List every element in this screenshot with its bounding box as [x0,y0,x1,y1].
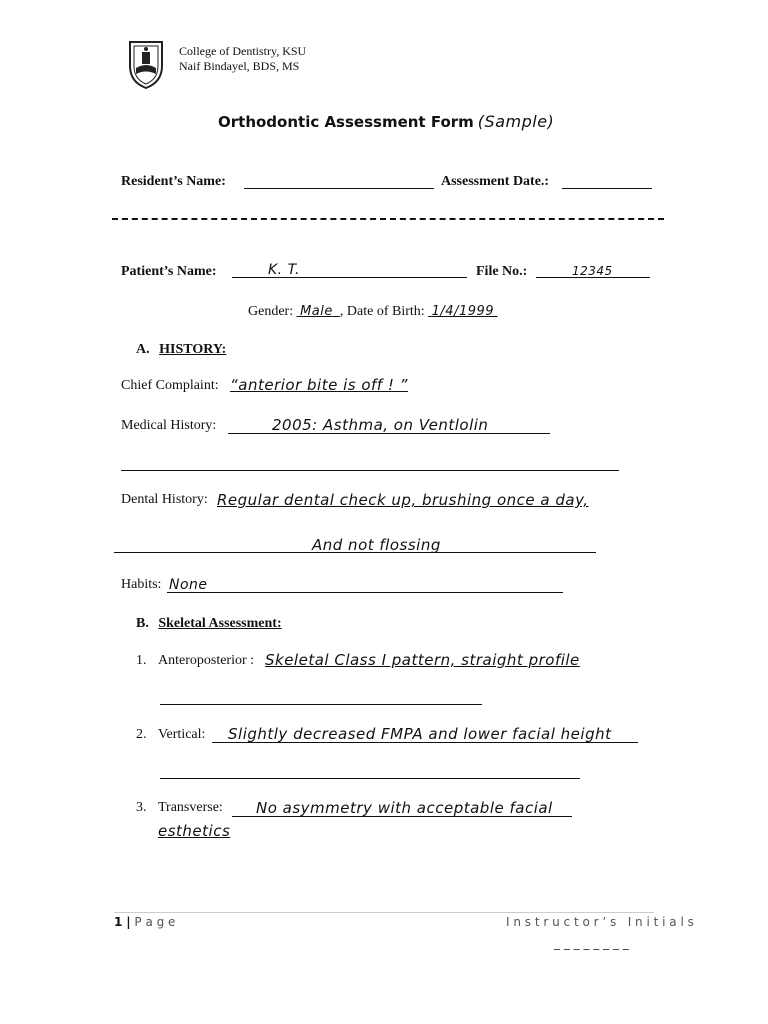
anteroposterior-label: Anteroposterior : [158,653,255,668]
patient-name-value: K. T. [268,262,300,278]
header-author: Naif Bindayel, BDS, MS [179,59,300,73]
dob-value: 1/4/1999 [431,304,495,319]
vertical-label: Vertical: [158,727,206,742]
vertical-field-2[interactable] [160,778,580,779]
habits-field[interactable] [167,592,563,593]
resident-name-field[interactable] [244,188,434,189]
assessment-date-label: Assessment Date.: [441,174,550,189]
skeletal-letter: B. [136,616,149,631]
skeletal-item-num: 1. [136,653,147,668]
dental-history-value-1: Regular dental check up, brushing once a day, [217,491,589,509]
transverse-label: Transverse: [158,800,223,815]
history-heading: HISTORY: [159,342,227,357]
page-word: P a g e [134,915,176,929]
form-title-note: (Sample) [477,112,555,131]
medical-history-field-2[interactable] [121,470,619,471]
anteroposterior-value: Skeletal Class I pattern, straight profile [265,651,580,669]
transverse-value-2: esthetics [158,822,231,840]
vertical-value: Slightly decreased FMPA and lower facial height [228,725,612,743]
page-number: 1 [114,915,123,929]
form-title: Orthodontic Assessment Form [218,113,474,131]
habits-value: None [169,577,208,593]
file-no-label: File No.: [476,264,528,279]
skeletal-item-num: 2. [136,727,147,742]
gender-value: Male [300,304,333,319]
file-no-value: 12345 [572,264,613,278]
transverse-value: No asymmetry with acceptable facial [256,799,553,817]
medical-history-value: 2005: Asthma, on Ventlolin [272,416,489,434]
history-letter: A. [136,342,150,357]
medical-history-label: Medical History: [121,418,217,433]
skeletal-item-num: 3. [136,800,147,815]
dental-history-value-2: And not flossing [312,536,441,554]
separator [112,218,664,220]
ksu-seal-logo [124,36,168,90]
habits-label: Habits: [121,577,162,592]
header-institution: College of Dentistry, KSU [179,44,307,58]
assessment-date-field[interactable] [562,188,652,189]
chief-complaint-value: “anterior bite is off ! ” [230,376,408,394]
chief-complaint-label: Chief Complaint: [121,378,219,393]
footer-rule [114,912,654,913]
patient-name-label: Patient’s Name: [121,264,217,279]
gender-label: Gender: [248,304,294,319]
dental-history-label: Dental History: [121,492,208,507]
instructor-initials-label: I n s t r u c t o r ’ s I n i t i a l s [506,915,694,929]
anteroposterior-field-2[interactable] [160,704,482,705]
skeletal-heading: Skeletal Assessment: [158,616,282,631]
resident-name-label: Resident’s Name: [121,174,226,189]
instructor-initials-field[interactable]: _ _ _ _ _ _ _ _ [554,936,629,950]
dob-label: , Date of Birth: [339,304,425,319]
